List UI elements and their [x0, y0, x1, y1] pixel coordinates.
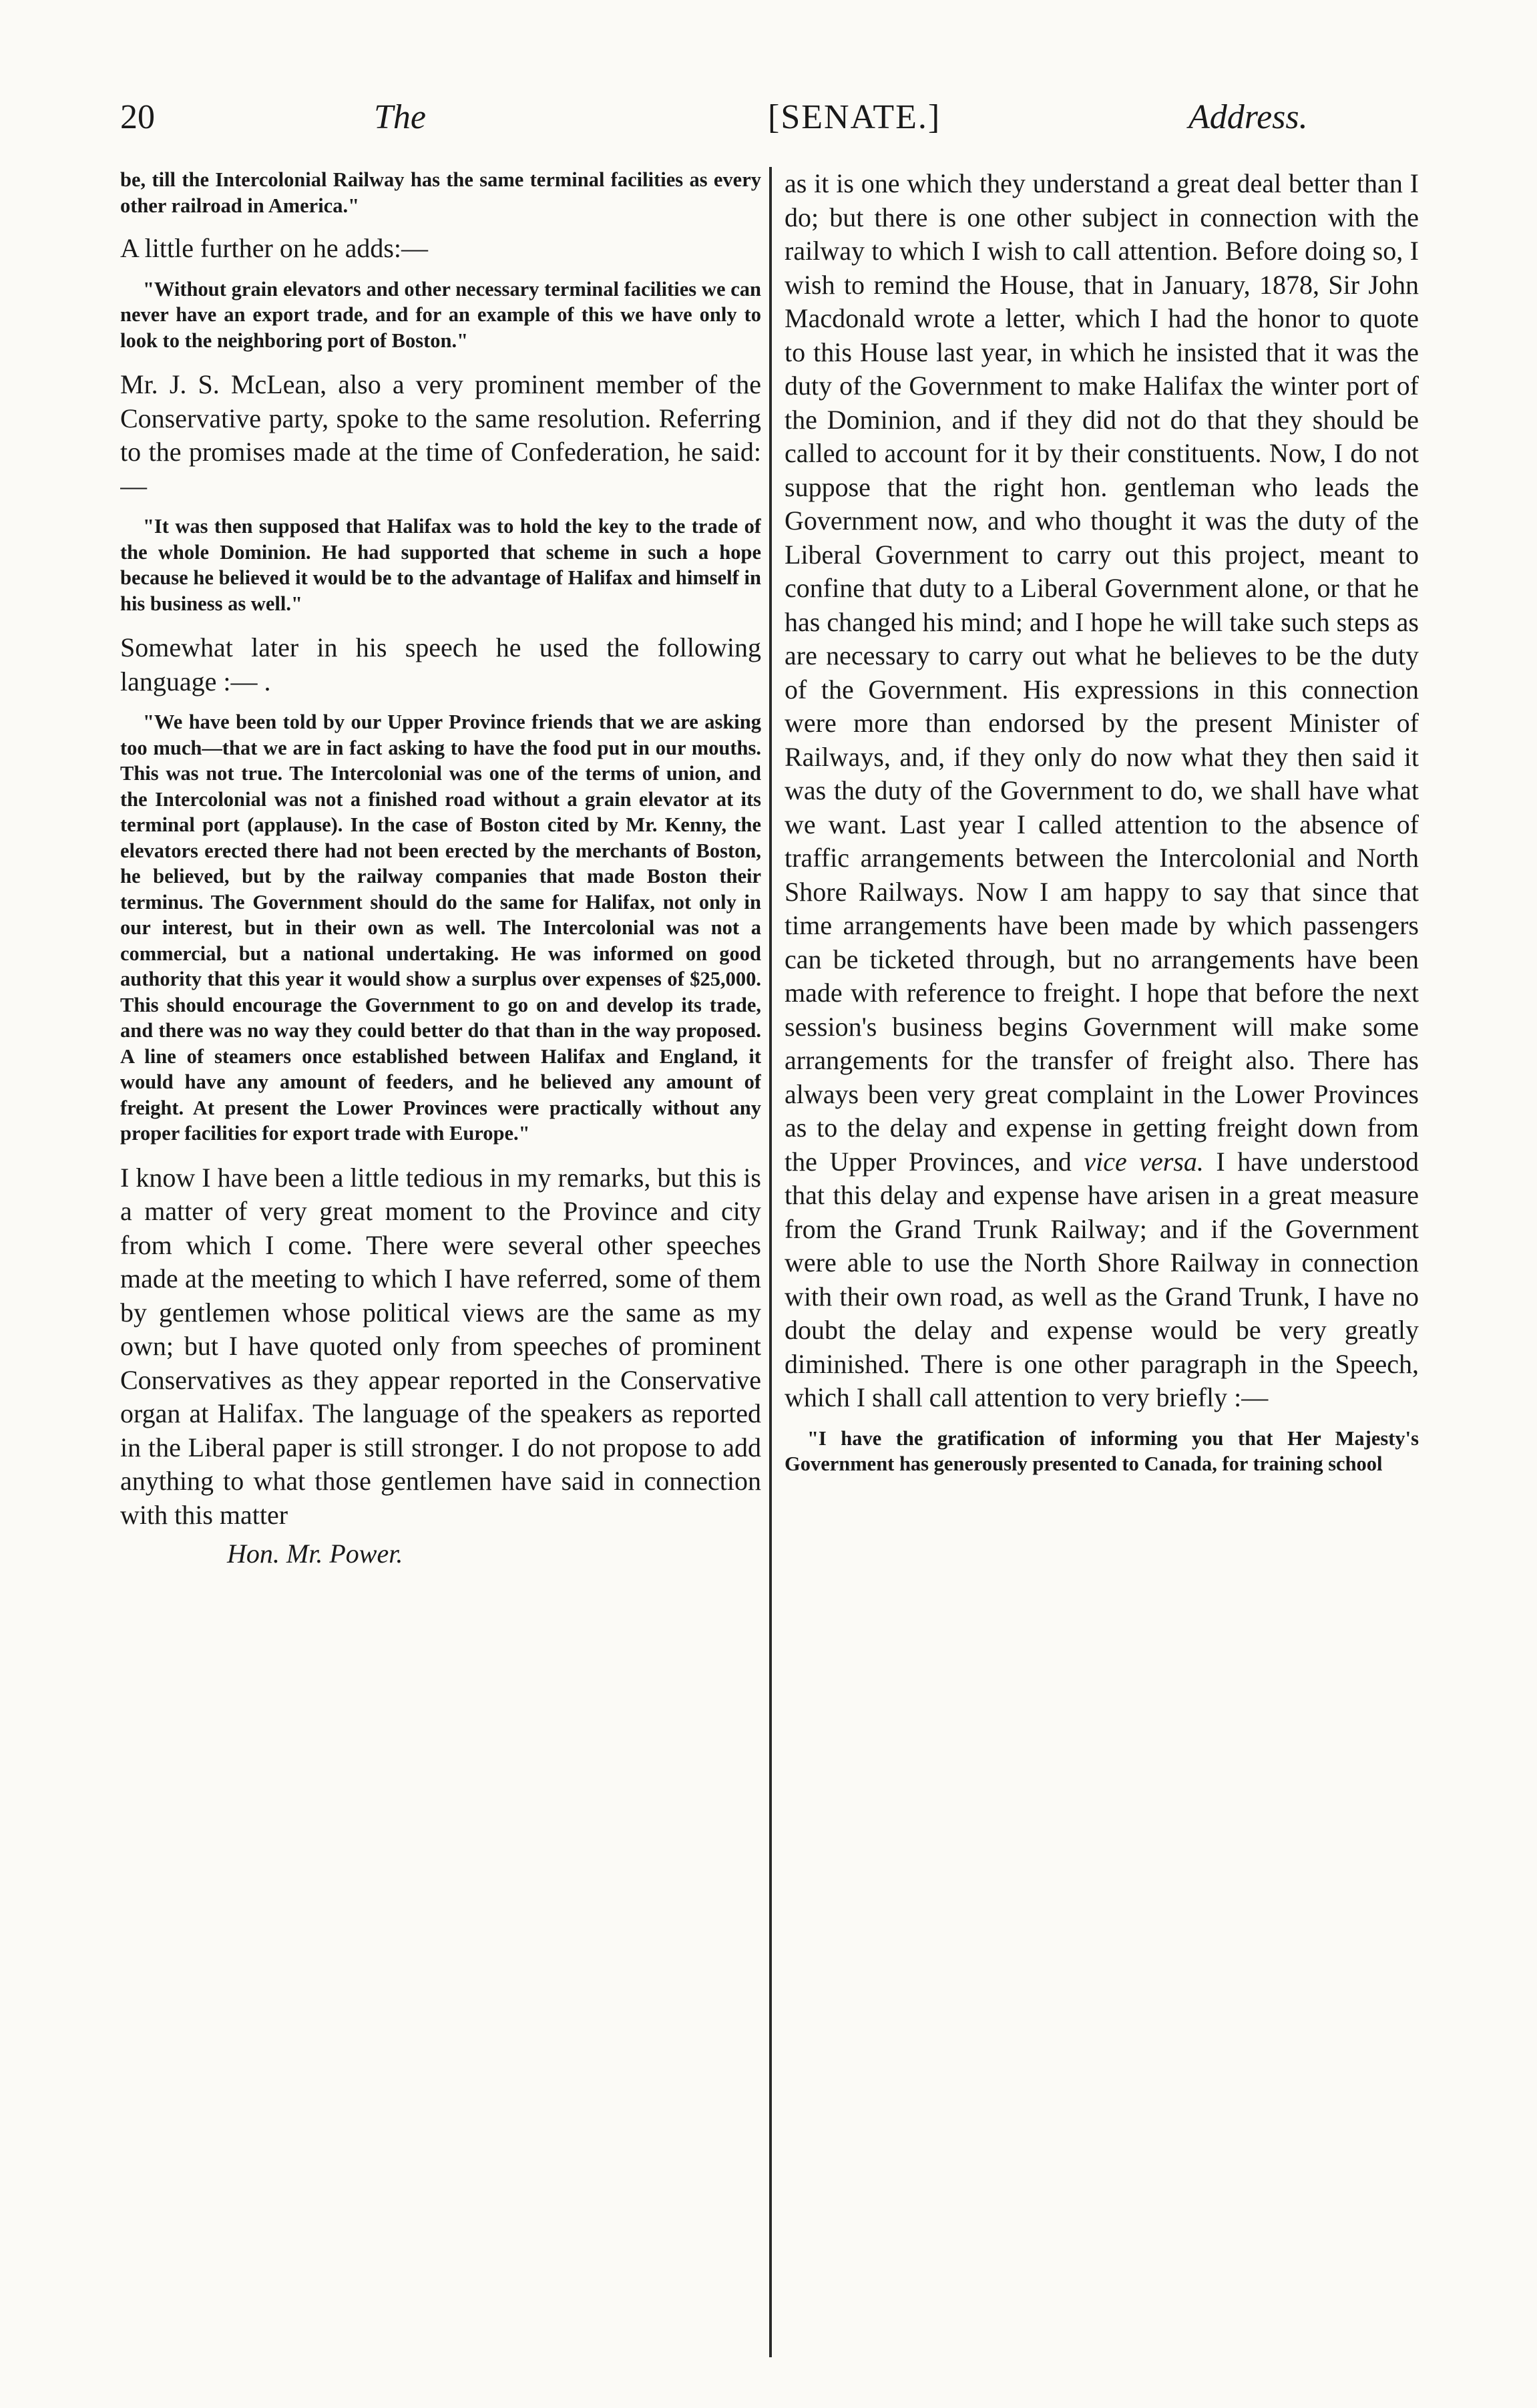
paragraph: Somewhat later in his speech he used the following language :— . — [120, 632, 761, 696]
paragraph: I know I have been a little tedious in my remarks, but this is a matter of very great moment to the Province and city from which I come. There were several other speeches made at the meeting to which I have referred, some of them by gentlemen whose political views are the same as my own; but I have quoted only from speeches of prominent Conservatives as they appear reported in the Conservative organ at Halifax. The language of the speakers as reported in the Liberal paper is still stronger. I do not propose to add anything to what those gentlemen have said in connection with this matter — [120, 1162, 761, 1530]
right-column — [785, 167, 1419, 2371]
page-header — [120, 91, 1422, 144]
page-number: 20 — [120, 98, 155, 136]
quotation: "It was then supposed that Halifax was to hold the key to the trade of the whole Dominion. He had supported that scheme in such a hope because he believed it would be to the advantage of Halifax and himself in his business as well." — [120, 515, 761, 615]
running-head-right: Address. — [1188, 98, 1308, 136]
column-rule — [769, 167, 772, 2357]
quotation: "We have been told by our Upper Province friends that we are asking too much—that we are in fact asking to have the food put in our mouths. This was not true. The Intercolonial was one of the terms of union, and the Intercolonial was not a finished road without a grain elevator at its terminal port (applause). In the case of Boston cited by Mr. Kenny, the elevators erected there had not been erected by the merchants of Boston, he believed, but by the railway companies that made Boston their terminus. The Government should do the same for Halifax, not only in our interest, but in their own as well. The Intercolonial was not a commercial, but a national undertaking. He was informed on good authority that this year it would show a surplus over expenses of $25,000. This should encourage the Government to go on and develop its trade, and there was no way they could better do that than in the way proposed. A line of steamers once established between Halifax and England, it would have any amount of feeders, and he believed any amount of freight. At present the Lower Provinces were practically without any proper facilities for export trade with Europe." — [120, 711, 761, 1145]
paragraph-text: I have understood that this delay and expense have arisen in a great measure from the Grand Trunk Railway; and if the Government were able to use the North Shore Railway in connection with their own road, as well as the Grand Trunk, I have no doubt the delay and expense would be very greatly diminished. There is one other paragraph in the Speech, which I shall call attention to very briefly :— — [785, 1146, 1419, 1412]
speaker-attribution: Hon. Mr. Power. — [227, 1539, 403, 1569]
quotation: "I have the gratification of informing you that Her Majesty's Government has generously presented to Canada, for training school — [785, 1426, 1419, 1475]
paragraph: A little further on he adds:— — [120, 233, 429, 263]
italic-phrase: vice versa. — [1084, 1146, 1204, 1177]
paragraph — [785, 167, 1419, 1415]
paragraph-text: as it is one which they understand a great deal better than I do; but there is one other subject in connection with the railway to which I wish to call attention. Before doing so, I wish to remind the House, that in January, 1878, Sir John Macdonald wrote a letter, which I had the honor to quote to this House last year, in which he insisted that it was the duty of the Government to make Halifax the winter port of the Dominion, and if they did not do that they should be called to account for it by their constituents. Now, I do not suppose that the right hon. gentleman who leads the Government now, and who thought it was the duty of the Liberal Government to carry out this project, meant to confine that duty to a Liberal Government alone, or that he has changed his mind; and I hope he will take such steps as are necessary to carry out what he believes to be the duty of the Government. His expressions in this connection were more than endorsed by the present Minister of Railways, and, if they only do now what they then said it was the duty of the Government to do, we shall have what we want. Last year I called attention to the absence of traffic arrangements between the Intercolonial and North Shore Railways. Now I am happy to say that since that time arrangements have been made by which passengers can be ticketed through, but no arrangements have been made with reference to freight. I hope that before the next session's business begins Government will make some arrangements for the transfer of freight also. There has always been very great complaint in the Lower Provinces as to the delay and expense in getting freight down from the Upper Provinces, and — [785, 168, 1419, 1177]
continued-quotation: be, till the Intercolonial Railway has the same terminal facilities as every other railroad in America." — [120, 168, 761, 217]
running-head-center: [SENATE.] — [768, 98, 941, 136]
running-head-left: The — [374, 98, 426, 136]
paragraph: Mr. J. S. McLean, also a very prominent member of the Conservative party, spoke to the same resolution. Referring to the promises made at the time of Confederation, he said:— — [120, 369, 761, 501]
left-column — [120, 167, 761, 2371]
quotation: "Without grain elevators and other necessary terminal facilities we can never have an export trade, and for an example of this we have only to look to the neighboring port of Boston." — [120, 277, 761, 352]
